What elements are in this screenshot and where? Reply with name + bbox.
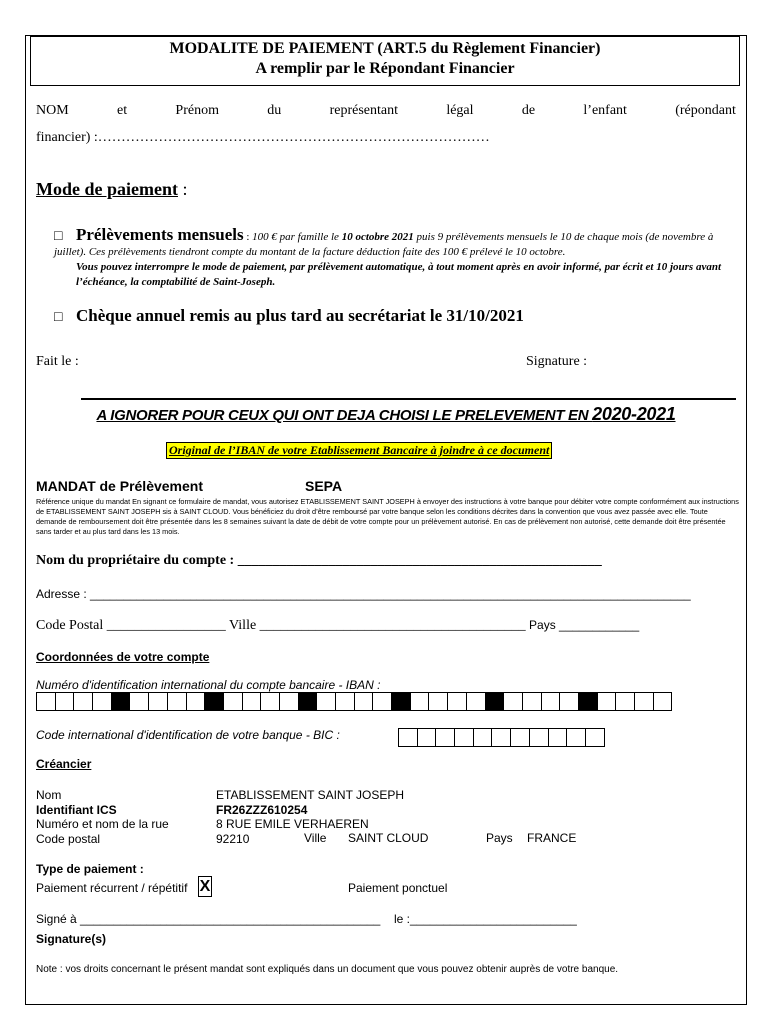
creancier-labels: [36, 788, 169, 846]
option-cheque: [54, 306, 524, 326]
nom-word: de: [521, 103, 536, 118]
prelevement-note: Vous pouvez interrompre le mode de paiement, par prélèvement automatique, à tout moment après en avoir informé, par écrit et 10 jours avant l’échéance, la comptabilité de Saint-Joseph.: [76, 261, 722, 288]
bic-cell[interactable]: [473, 728, 493, 747]
type-paiement-title: Type de paiement :: [36, 862, 144, 876]
iban-cell[interactable]: [260, 692, 280, 711]
creancier-pays-value: FRANCE: [527, 831, 577, 845]
nom-word: représentant: [329, 103, 399, 118]
fait-le-field[interactable]: Fait le :: [36, 354, 79, 369]
iban-cell[interactable]: [129, 692, 149, 711]
paiement-recurrent-label: Paiement récurrent / répétitif: [36, 881, 188, 895]
prelevement-title: Prélèvements mensuels: [76, 225, 244, 244]
signature-field[interactable]: Signature :: [526, 354, 588, 369]
ignore-text: A IGNORER POUR CEUX QUI ONT DEJA CHOISI LE PRELEVEMENT EN: [96, 407, 593, 424]
nom-word: du: [267, 103, 282, 118]
cheque-title: Chèque annuel remis au plus tard au secrétariat le 31/10/2021: [76, 306, 524, 325]
iban-label: Numéro d'identification international du compte bancaire - IBAN :: [36, 678, 381, 692]
iban-separator-cell: [204, 692, 224, 711]
iban-cell[interactable]: [410, 692, 430, 711]
sepa-title: SEPA: [305, 478, 343, 494]
iban-cell[interactable]: [73, 692, 93, 711]
mandat-text: Référence unique du mandat En signant ce formulaire de mandat, vous autorisez ETABLISSEMENT SAINT JOSEPH à envoyer des instructions à votre banque pour débiter votre compte conformément aux instructions de ETABLISSEMENT SAINT JOSEPH sis à SAINT CLOUD. Vous bénéficiez du droit d’être remboursé par votre banque selon les conditions décrites dans la convention que vous avez passée avec elle. Toute demande de remboursement doit être présentée dans les 8 semaines suivant la date de débit de votre compte pour un prélèvement autorisé. En cas de prélèvement non autorisé, cette demande doit être présentée sans tarder et au plus tard dans les 13 mois.: [36, 497, 739, 536]
signe-le-field[interactable]: le :_________________________: [394, 912, 577, 926]
bic-cell[interactable]: [417, 728, 437, 747]
nom-word: légal: [446, 103, 474, 118]
adresse-field[interactable]: Adresse : __________________________________________________________________________________________: [36, 587, 691, 601]
prelevement-sep: :: [243, 231, 253, 243]
page-title: MODALITE DE PAIEMENT (ART.5 du Règlement Financier): [169, 40, 601, 57]
bic-cell[interactable]: [398, 728, 418, 747]
bic-label: Code international d'identification de votre banque - BIC :: [36, 728, 340, 742]
prelevement-text-a: 100 € par famille le: [252, 231, 342, 243]
iban-cell[interactable]: [597, 692, 617, 711]
creancier-label-ics: Identifiant ICS: [36, 802, 117, 817]
nom-proprietaire-field[interactable]: Nom du propriétaire du compte : ____________________________________________________: [36, 553, 602, 568]
code-postal-ville-field[interactable]: Code Postal _________________ Ville ______________________________________: [36, 618, 526, 633]
nom-word: l’enfant: [583, 103, 627, 118]
rights-note: Note : vos droits concernant le présent mandat sont expliqués dans un document que vous pouvez obtenir auprès de votre banque.: [36, 964, 619, 975]
separator-line: [81, 398, 736, 400]
iban-input-grid[interactable]: [36, 692, 671, 711]
iban-cell[interactable]: [36, 692, 56, 711]
iban-cell[interactable]: [522, 692, 542, 711]
creancier-ville-value: SAINT CLOUD: [348, 831, 429, 845]
iban-cell[interactable]: [541, 692, 561, 711]
creancier-ville-label: Ville: [304, 831, 327, 845]
nom-prenom-field[interactable]: financier) :…………………………………………………………………………: [36, 130, 490, 145]
iban-cell[interactable]: [447, 692, 467, 711]
nom-word: (répondant: [675, 103, 736, 118]
prelevement-text-b: puis 9 prélèvements mensuels le 10 de chaque mois (de novembre à juillet). Ces prélèvements tiendront compte du montant de la facture déduction faite des 100 € prélevé le 10 octobre.: [54, 231, 714, 258]
nom-word: Prénom: [175, 103, 219, 118]
bic-cell[interactable]: [510, 728, 530, 747]
bic-cell[interactable]: [548, 728, 568, 747]
nom-prenom-line: [36, 103, 736, 119]
iban-cell[interactable]: [316, 692, 336, 711]
creancier-value-ics: FR26ZZZ610254: [216, 802, 308, 817]
bic-cell[interactable]: [435, 728, 455, 747]
mandat-title: MANDAT de Prélèvement: [36, 478, 204, 494]
iban-separator-cell: [485, 692, 505, 711]
mode-heading-label: Mode de paiement: [36, 179, 178, 199]
iban-cell[interactable]: [372, 692, 392, 711]
iban-cell[interactable]: [634, 692, 654, 711]
signe-a-field[interactable]: Signé à _____________________________________________: [36, 912, 381, 926]
mode-heading-colon: :: [177, 179, 188, 199]
bic-cell[interactable]: [566, 728, 586, 747]
iban-cell[interactable]: [167, 692, 187, 711]
iban-cell[interactable]: [55, 692, 75, 711]
code-postal-line[interactable]: [36, 618, 639, 634]
nom-word: NOM: [36, 103, 69, 118]
creancier-value-nom: ETABLISSEMENT SAINT JOSEPH: [216, 788, 405, 802]
iban-cell[interactable]: [186, 692, 206, 711]
pays-field[interactable]: Pays ____________: [525, 618, 640, 632]
creancier-label-nom: Nom: [36, 788, 62, 802]
ignore-notice: [26, 404, 746, 425]
iban-separator-cell: [111, 692, 131, 711]
prelevement-checkbox[interactable]: □: [54, 229, 63, 244]
bic-cell[interactable]: [529, 728, 549, 747]
iban-cell[interactable]: [428, 692, 448, 711]
creancier-label-cp: Code postal: [36, 831, 101, 846]
bic-input-grid[interactable]: [398, 728, 604, 747]
title-box: [30, 36, 740, 86]
bic-cell[interactable]: [585, 728, 605, 747]
creancier-value-cp: 92210: [216, 831, 250, 846]
ignore-year: 2020-2021: [592, 404, 676, 424]
option-prelevement: [54, 227, 744, 290]
iban-cell[interactable]: [354, 692, 374, 711]
bic-cell[interactable]: [454, 728, 474, 747]
coordonnees-title: Coordonnées de votre compte: [36, 650, 210, 664]
iban-cell[interactable]: [335, 692, 355, 711]
creancier-label-rue: Numéro et nom de la rue: [36, 817, 169, 831]
iban-separator-cell: [578, 692, 598, 711]
iban-cell[interactable]: [503, 692, 523, 711]
iban-cell[interactable]: [148, 692, 168, 711]
iban-cell[interactable]: [559, 692, 579, 711]
cheque-checkbox[interactable]: □: [54, 310, 63, 325]
page-subtitle: A remplir par le Répondant Financier: [255, 60, 515, 77]
nom-word: et: [116, 103, 128, 118]
iban-cell[interactable]: [615, 692, 635, 711]
iban-cell[interactable]: [242, 692, 262, 711]
iban-separator-cell: [391, 692, 411, 711]
paiement-recurrent-checkbox[interactable]: X: [199, 878, 211, 895]
iban-cell[interactable]: [466, 692, 486, 711]
creancier-pays-label: Pays: [486, 831, 513, 845]
creancier-value-rue: 8 RUE EMILE VERHAEREN: [216, 817, 369, 831]
iban-separator-cell: [298, 692, 318, 711]
paiement-ponctuel-option[interactable]: Paiement ponctuel: [348, 881, 448, 895]
iban-cell[interactable]: [223, 692, 243, 711]
prelevement-date: 10 octobre 2021: [341, 231, 414, 243]
iban-cell[interactable]: [279, 692, 299, 711]
form-page: [25, 35, 747, 1005]
mode-heading: [36, 179, 188, 200]
bic-cell[interactable]: [491, 728, 511, 747]
iban-cell[interactable]: [92, 692, 112, 711]
signatures-label: Signature(s): [36, 932, 107, 946]
creancier-title: Créancier: [36, 757, 92, 771]
iban-note: Original de l’IBAN de votre Etablissement Bancaire à joindre à ce document: [166, 442, 552, 459]
iban-cell[interactable]: [653, 692, 673, 711]
